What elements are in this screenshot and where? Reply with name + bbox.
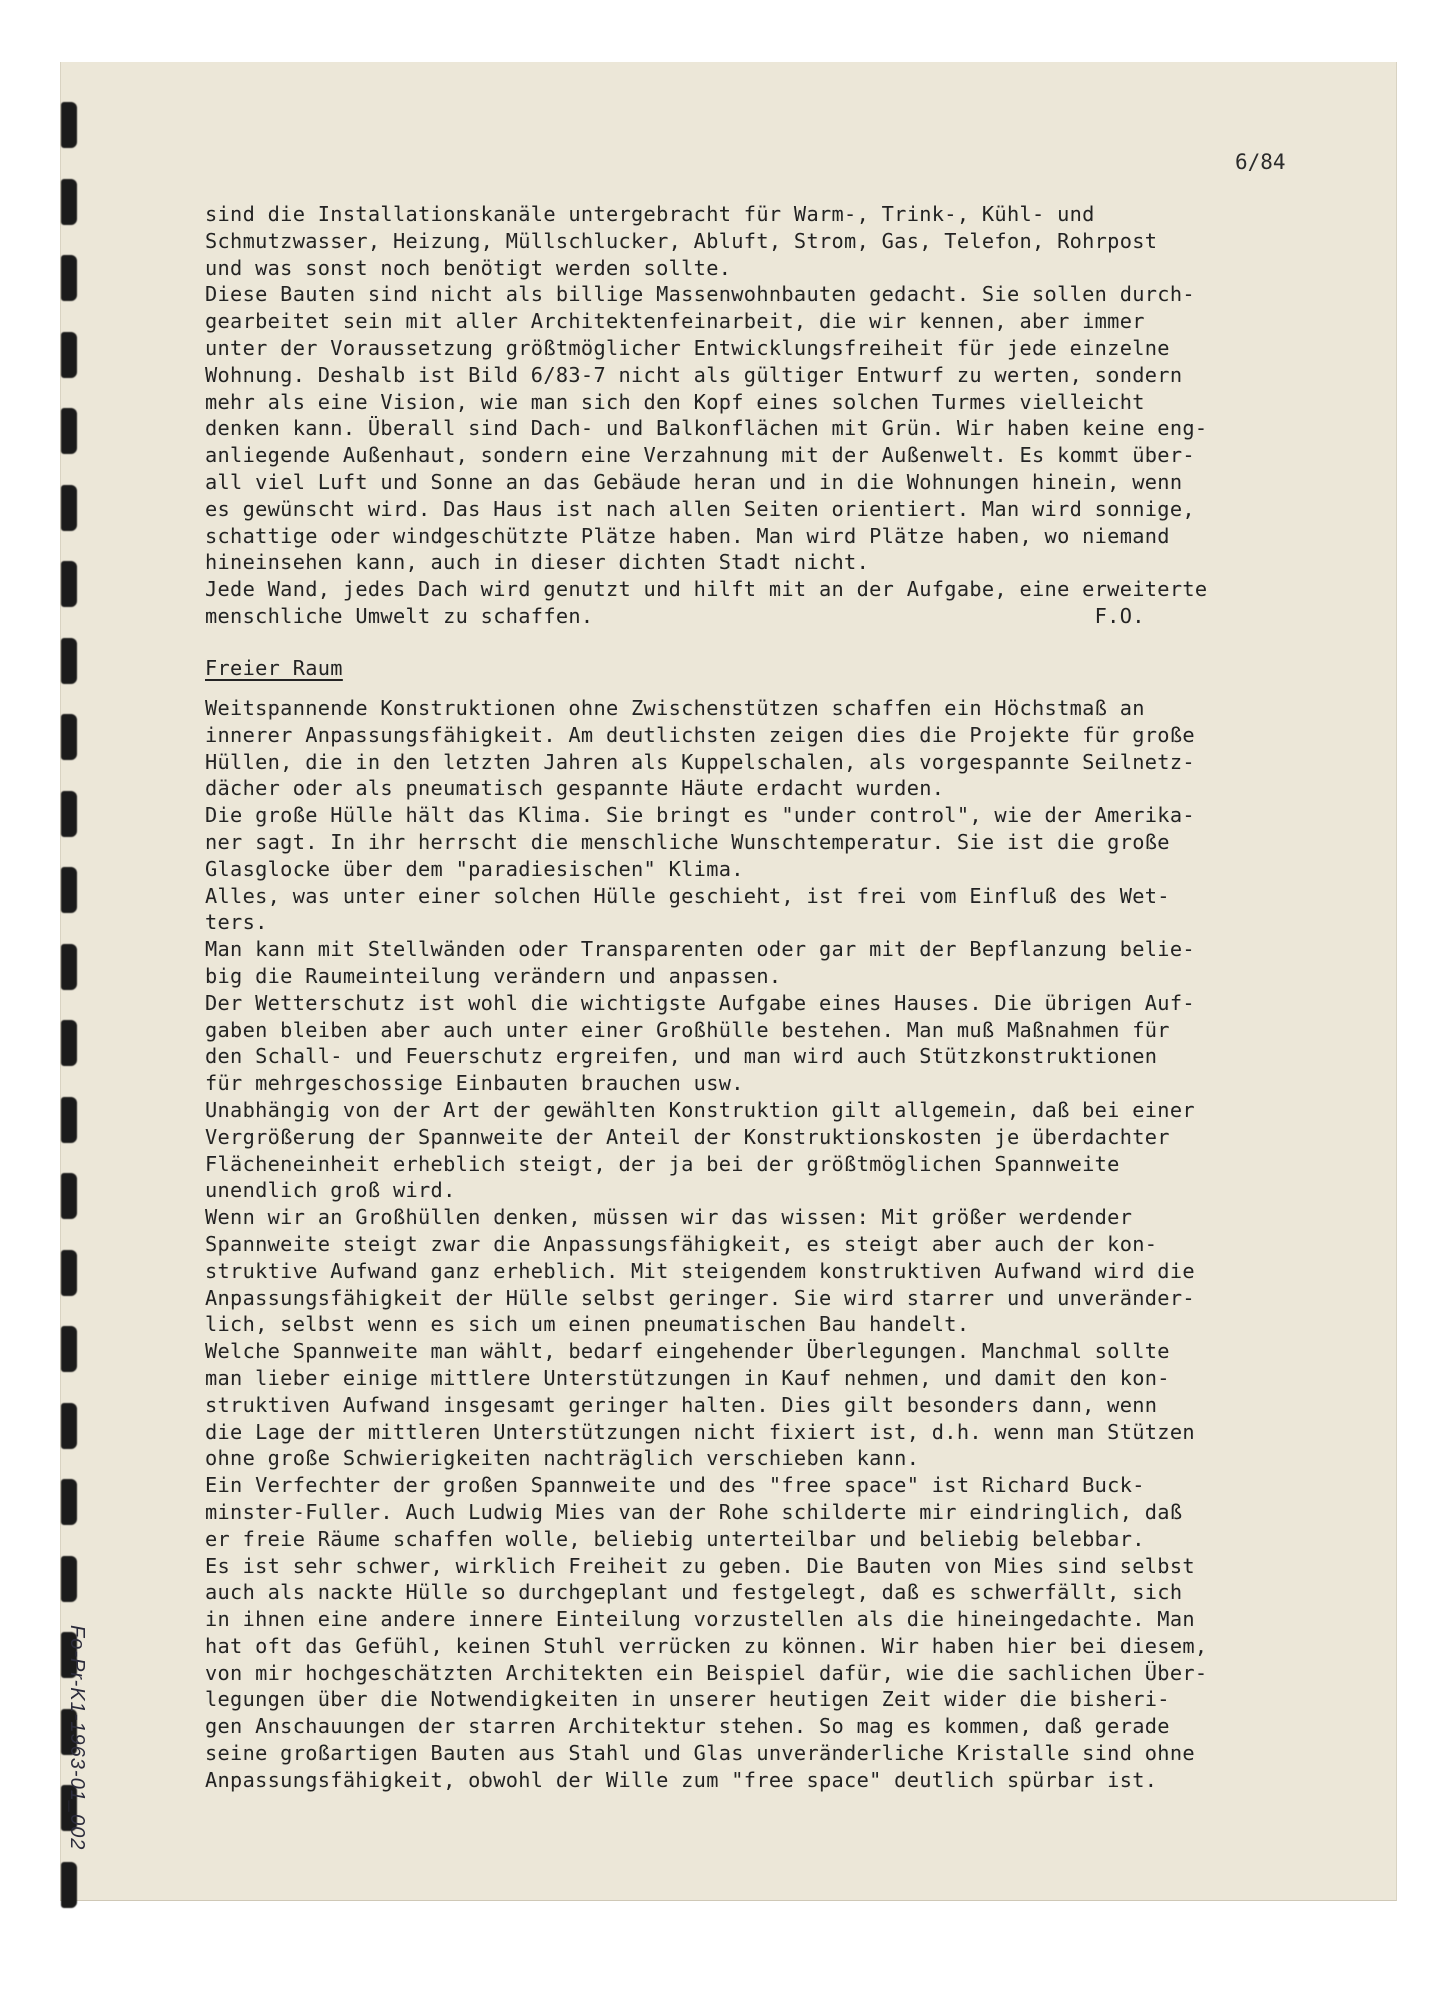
text-line: gen Anschauungen der starren Architektur stehen. So mag es kommen, daß gerade xyxy=(205,1714,1170,1739)
binding-hole xyxy=(61,1173,77,1219)
text-line: Unabhängig von der Art der gewählten Konstruktion gilt allgemein, daß bei einer xyxy=(205,1097,1195,1122)
binding-hole xyxy=(61,638,77,684)
section-heading: Freier Raum xyxy=(205,656,343,680)
binding-hole xyxy=(61,485,77,531)
binding-hole xyxy=(61,944,77,990)
text-line: Glasglocke über dem "paradiesischen" Klima. xyxy=(205,856,744,881)
page-number: 6/84 xyxy=(1235,150,1286,174)
text-line: Die große Hülle hält das Klima. Sie bringt es "under control", wie der Amerika- xyxy=(205,803,1195,828)
paragraph-block-2 xyxy=(205,695,1385,1794)
text-line: Der Wetterschutz ist wohl die wichtigste Aufgabe eines Hauses. Die übrigen Auf- xyxy=(205,990,1195,1015)
text-line: Diese Bauten sind nicht als billige Massenwohnbauten gedacht. Sie sollen durch- xyxy=(205,282,1195,307)
text-line: Hüllen, die in den letzten Jahren als Kuppelschalen, als vorgespannte Seilnetz- xyxy=(205,749,1195,774)
binding-hole xyxy=(61,1020,77,1066)
text-line: denken kann. Überall sind Dach- und Balkonflächen mit Grün. Wir haben keine eng- xyxy=(205,416,1208,441)
binding-hole xyxy=(61,1403,77,1449)
binding-hole xyxy=(61,791,77,837)
text-line: man lieber einige mittlere Unterstützungen in Kauf nehmen, und damit den kon- xyxy=(205,1365,1170,1390)
text-line: big die Raumeinteilung verändern und anpassen. xyxy=(205,963,782,988)
text-line: Vergrößerung der Spannweite der Anteil der Konstruktionskosten je überdachter xyxy=(205,1124,1170,1149)
binding-hole xyxy=(61,102,77,148)
text-line: legungen über die Notwendigkeiten in unserer heutigen Zeit wider die bisheri- xyxy=(205,1687,1170,1712)
text-line: die Lage der mittleren Unterstützungen nicht fixiert ist, d.h. wenn man Stützen xyxy=(205,1419,1195,1444)
text-line: unendlich groß wird. xyxy=(205,1178,456,1203)
binding-hole xyxy=(61,1862,77,1908)
binding-hole xyxy=(61,1250,77,1296)
text-line: schattige oder windgeschützte Plätze haben. Man wird Plätze haben, wo niemand xyxy=(205,523,1170,548)
text-line: für mehrgeschossige Einbauten brauchen usw. xyxy=(205,1071,744,1096)
text-line: Es ist sehr schwer, wirklich Freiheit zu geben. Die Bauten von Mies sind selbst xyxy=(205,1553,1195,1578)
binding-hole xyxy=(61,1479,77,1525)
archive-reference-note: Fo-Pr-K1-1963-01_002 xyxy=(66,1625,88,1851)
binding-hole xyxy=(61,332,77,378)
text-line: es gewünscht wird. Das Haus ist nach allen Seiten orientiert. Man wird sonnige, xyxy=(205,496,1195,521)
text-line: Schmutzwasser, Heizung, Müllschlucker, Abluft, Strom, Gas, Telefon, Rohrpost xyxy=(205,228,1158,253)
text-line: Welche Spannweite man wählt, bedarf eingehender Überlegungen. Manchmal sollte xyxy=(205,1339,1170,1364)
text-line: Spannweite steigt zwar die Anpassungsfähigkeit, es steigt aber auch der kon- xyxy=(205,1231,1158,1256)
text-line: ters. xyxy=(205,910,268,935)
text-line: gaben bleiben aber auch unter einer Großhülle bestehen. Man muß Maßnahmen für xyxy=(205,1017,1170,1042)
text-line: sind die Installationskanäle untergebracht für Warm-, Trink-, Kühl- und xyxy=(205,202,1095,226)
binding-hole xyxy=(61,867,77,913)
text-line: menschliche Umwelt zu schaffen. F.O. xyxy=(205,603,1145,628)
text-line: hat oft das Gefühl, keinen Stuhl verrücken zu können. Wir haben hier bei diesem, xyxy=(205,1633,1208,1658)
text-line: Ein Verfechter der großen Spannweite und des "free space" ist Richard Buck- xyxy=(205,1473,1145,1498)
binding-hole xyxy=(61,714,77,760)
text-line: den Schall- und Feuerschutz ergreifen, und man wird auch Stützkonstruktionen xyxy=(205,1044,1158,1069)
text-line: unter der Voraussetzung größtmöglicher Entwicklungsfreiheit für jede einzelne xyxy=(205,335,1170,360)
binding-hole xyxy=(61,1097,77,1143)
text-line: Flächeneinheit erheblich steigt, der ja bei der größtmöglichen Spannweite xyxy=(205,1151,1120,1176)
text-line: hineinsehen kann, auch in dieser dichten Stadt nicht. xyxy=(205,550,870,575)
text-line: in ihnen eine andere innere Einteilung vorzustellen als die hineingedachte. Man xyxy=(205,1607,1195,1632)
text-line: gearbeitet sein mit aller Architektenfeinarbeit, die wir kennen, aber immer xyxy=(205,309,1145,334)
text-line: all viel Luft und Sonne an das Gebäude heran und in die Wohnungen hinein, wenn xyxy=(205,469,1183,494)
text-line: Weitspannende Konstruktionen ohne Zwischenstützen schaffen ein Höchstmaß an xyxy=(205,696,1145,720)
text-line: Wohnung. Deshalb ist Bild 6/83-7 nicht als gültiger Entwurf zu werten, sondern xyxy=(205,362,1183,387)
text-line: dächer oder als pneumatisch gespannte Häute erdacht wurden. xyxy=(205,776,945,801)
text-line: Man kann mit Stellwänden oder Transparenten oder gar mit der Bepflanzung belie- xyxy=(205,937,1195,962)
binding-hole xyxy=(61,561,77,607)
text-line: Alles, was unter einer solchen Hülle geschieht, ist frei vom Einfluß des Wet- xyxy=(205,883,1170,908)
text-line: von mir hochgeschätzten Architekten ein Beispiel dafür, wie die sachlichen Über- xyxy=(205,1660,1208,1685)
text-line: Anpassungsfähigkeit, obwohl der Wille zum "free space" deutlich spürbar ist. xyxy=(205,1767,1158,1792)
text-line: auch als nackte Hülle so durchgeplant und festgelegt, daß es schwerfällt, sich xyxy=(205,1580,1183,1605)
text-line: er freie Räume schaffen wolle, beliebig unterteilbar und beliebig belebbar. xyxy=(205,1526,1145,1551)
text-line: minster-Fuller. Auch Ludwig Mies van der Rohe schilderte mir eindringlich, daß xyxy=(205,1499,1183,1524)
text-line: struktiven Aufwand insgesamt geringer halten. Dies gilt besonders dann, wenn xyxy=(205,1392,1158,1417)
text-line: mehr als eine Vision, wie man sich den Kopf eines solchen Turmes vielleicht xyxy=(205,389,1145,414)
binding-hole xyxy=(61,179,77,225)
text-line: lich, selbst wenn es sich um einen pneumatischen Bau handelt. xyxy=(205,1312,970,1337)
text-line: struktive Aufwand ganz erheblich. Mit steigendem konstruktiven Aufwand wird die xyxy=(205,1258,1195,1283)
paragraph-block-1 xyxy=(205,201,1385,630)
text-line: seine großartigen Bauten aus Stahl und Glas unveränderliche Kristalle sind ohne xyxy=(205,1741,1195,1766)
text-line: anliegende Außenhaut, sondern eine Verzahnung mit der Außenwelt. Es kommt über- xyxy=(205,443,1195,468)
text-line: ohne große Schwierigkeiten nachträglich verschieben kann. xyxy=(205,1446,920,1471)
text-line: Jede Wand, jedes Dach wird genutzt und hilft mit an der Aufgabe, eine erweiterte xyxy=(205,577,1208,602)
binding-hole xyxy=(61,255,77,301)
text-line: Wenn wir an Großhüllen denken, müssen wir das wissen: Mit größer werdender xyxy=(205,1205,1133,1230)
text-line: ner sagt. In ihr herrscht die menschliche Wunschtemperatur. Sie ist die große xyxy=(205,829,1170,854)
binding-hole xyxy=(61,1556,77,1602)
binding-hole xyxy=(61,1326,77,1372)
text-line: Anpassungsfähigkeit der Hülle selbst geringer. Sie wird starrer und unveränder- xyxy=(205,1285,1195,1310)
text-line: und was sonst noch benötigt werden sollte. xyxy=(205,255,732,280)
text-line: innerer Anpassungsfähigkeit. Am deutlichsten zeigen dies die Projekte für große xyxy=(205,722,1195,747)
binding-hole xyxy=(61,408,77,454)
